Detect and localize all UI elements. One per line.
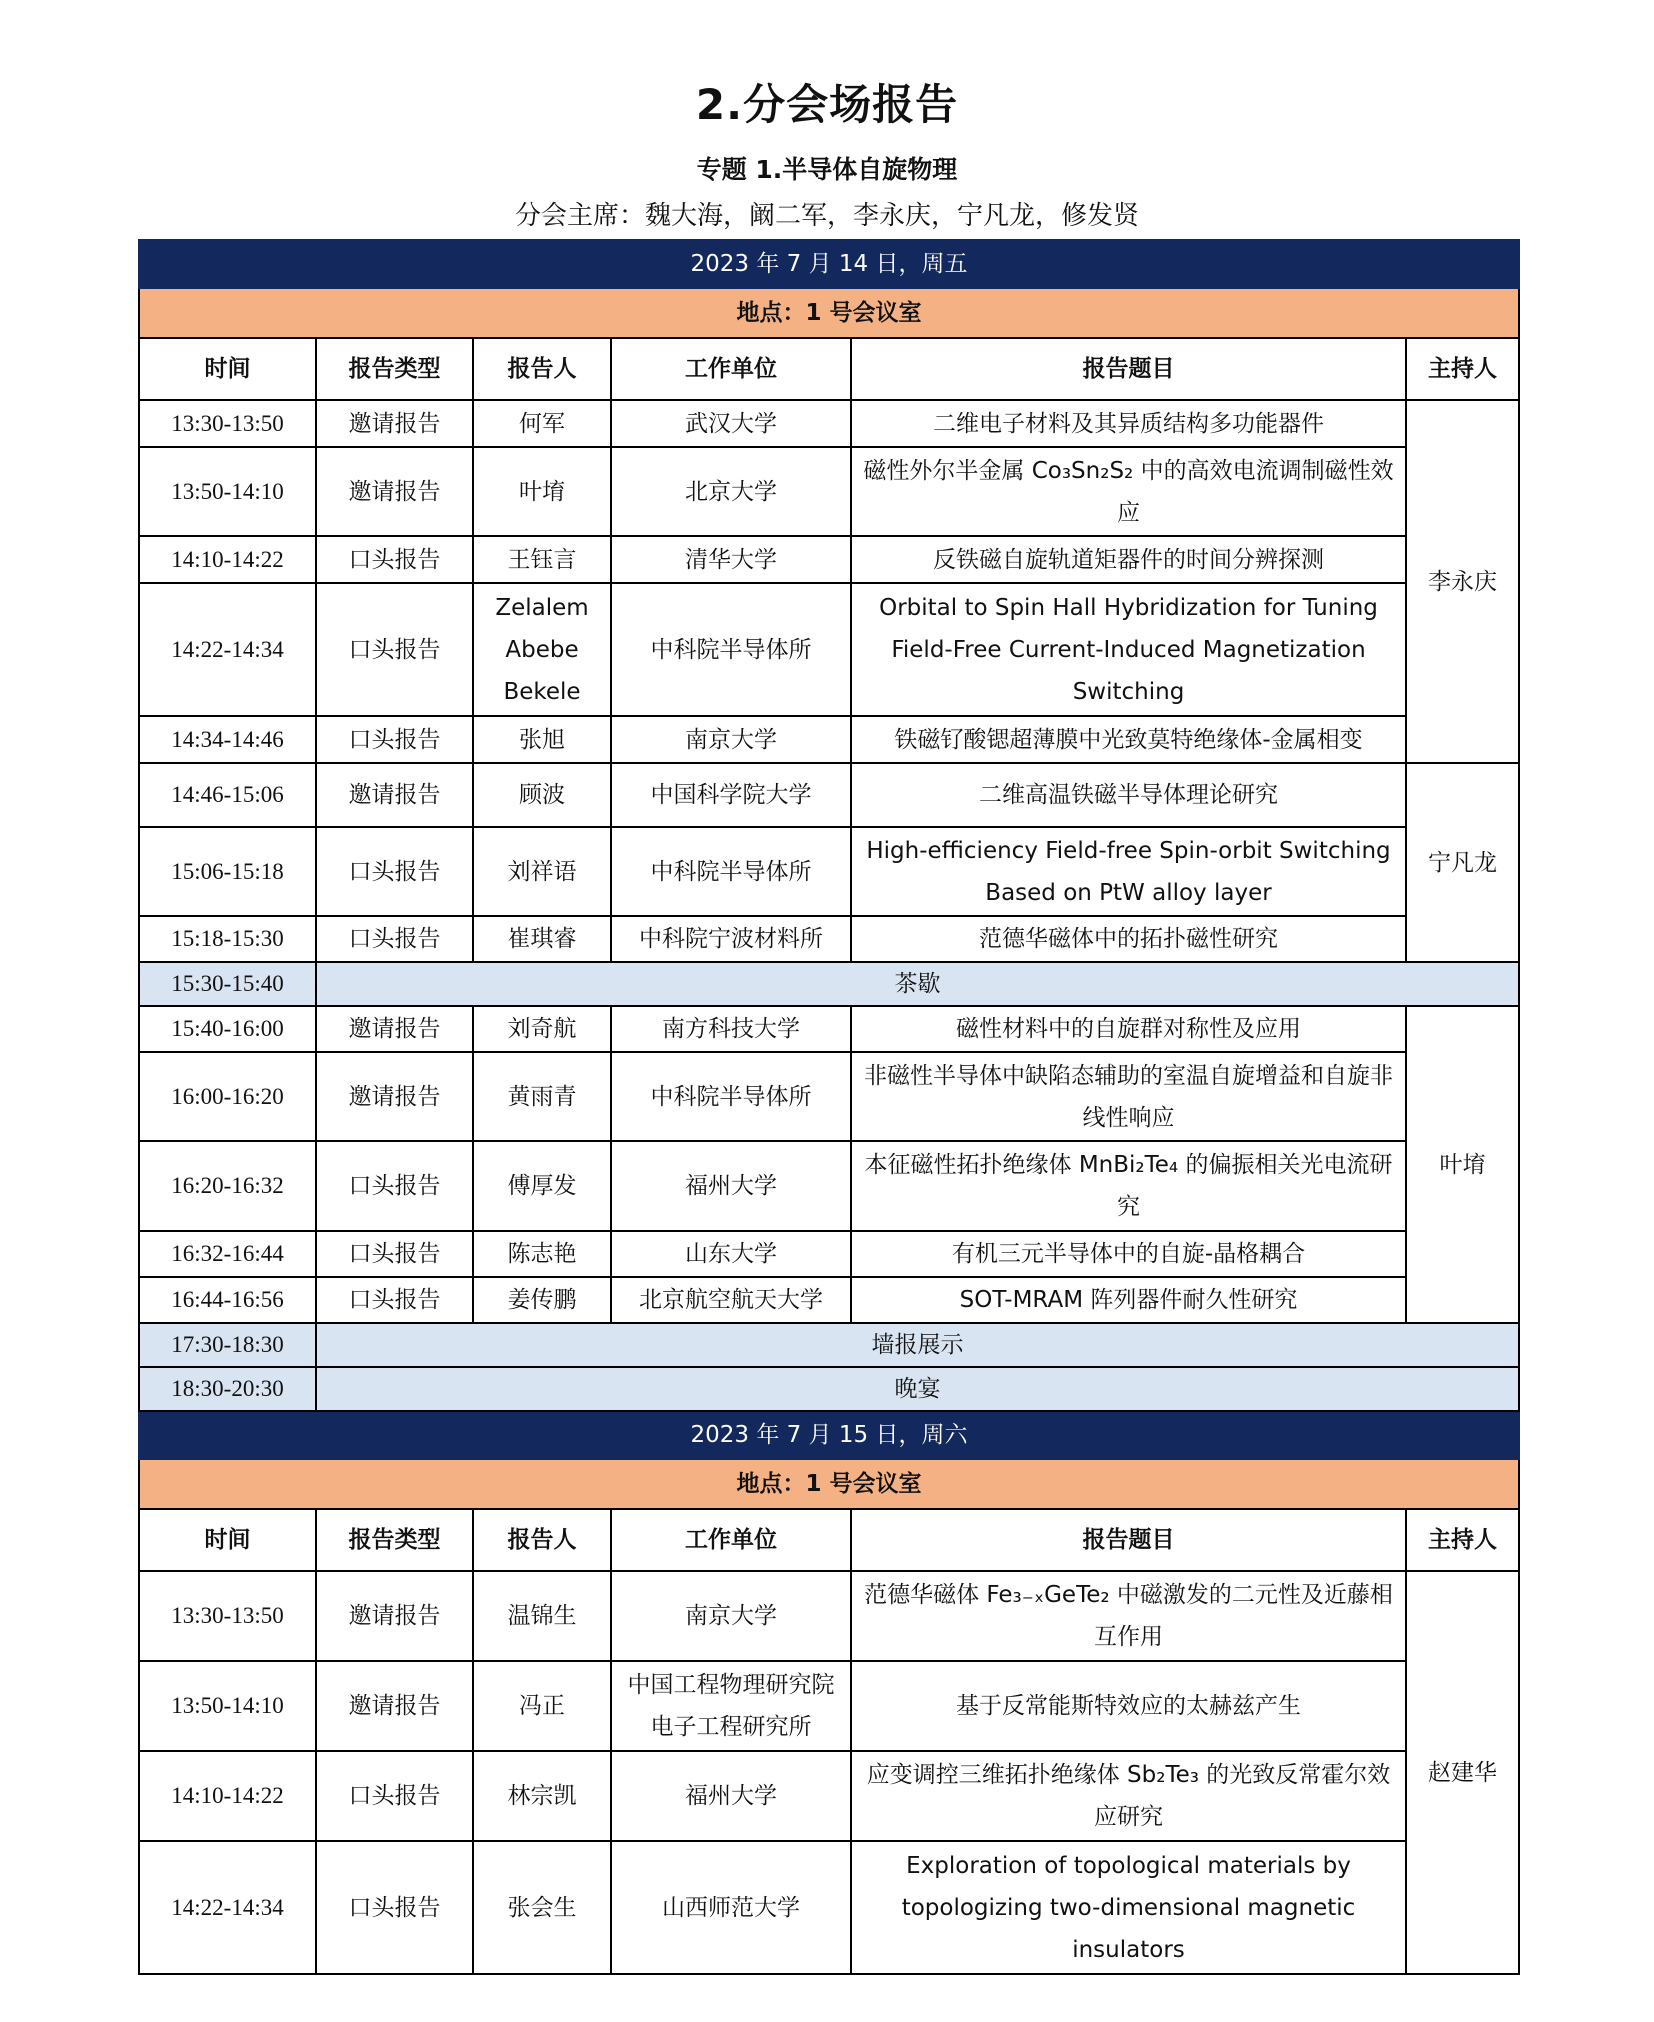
header-topic: 报告题目 <box>851 1509 1406 1571</box>
speaker-cell: 林宗凯 <box>473 1751 611 1841</box>
type-cell: 口头报告 <box>316 1841 473 1974</box>
time-cell: 16:44-16:56 <box>139 1277 316 1323</box>
break-time: 17:30-18:30 <box>139 1323 316 1367</box>
table-row <box>139 916 1519 962</box>
time-cell: 14:22-14:34 <box>139 1841 316 1974</box>
header-host: 主持人 <box>1406 1509 1519 1571</box>
speaker-cell: Zelalem Abebe Bekele <box>473 583 611 716</box>
time-cell: 15:40-16:00 <box>139 1006 316 1052</box>
page-title: 2.分会场报告 <box>695 80 959 129</box>
topic-cell: 磁性材料中的自旋群对称性及应用 <box>851 1006 1406 1052</box>
time-cell: 15:06-15:18 <box>139 827 316 916</box>
type-cell: 邀请报告 <box>316 1006 473 1052</box>
break-label: 晚宴 <box>316 1367 1519 1411</box>
break-time: 15:30-15:40 <box>139 962 316 1006</box>
host-cell: 宁凡龙 <box>1406 763 1519 962</box>
time-cell: 13:30-13:50 <box>139 1571 316 1661</box>
topic-cell: 铁磁钌酸锶超薄膜中光致莫特绝缘体-金属相变 <box>851 716 1406 763</box>
time-cell: 16:20-16:32 <box>139 1141 316 1231</box>
affiliation-cell: 山东大学 <box>611 1231 851 1277</box>
day2-date: 2023 年 7 月 15 日，周六 <box>139 1411 1519 1459</box>
break-time: 18:30-20:30 <box>139 1367 316 1411</box>
affiliation-cell: 南京大学 <box>611 1571 851 1661</box>
day1-date-row <box>139 240 1519 288</box>
table-row <box>139 1751 1519 1841</box>
speaker-cell: 黄雨青 <box>473 1052 611 1141</box>
header-host: 主持人 <box>1406 338 1519 400</box>
table-row <box>139 716 1519 763</box>
topic-cell: 应变调控三维拓扑绝缘体 Sb₂Te₃ 的光致反常霍尔效应研究 <box>851 1751 1406 1841</box>
break-row <box>139 1323 1519 1367</box>
header-affiliation: 工作单位 <box>611 1509 851 1571</box>
time-cell: 13:50-14:10 <box>139 1661 316 1751</box>
affiliation-cell: 福州大学 <box>611 1751 851 1841</box>
time-cell: 14:10-14:22 <box>139 1751 316 1841</box>
table-row <box>139 1006 1519 1052</box>
topic-cell: 二维高温铁磁半导体理论研究 <box>851 763 1406 827</box>
speaker-cell: 顾波 <box>473 763 611 827</box>
speaker-cell: 张会生 <box>473 1841 611 1974</box>
type-cell: 口头报告 <box>316 1277 473 1323</box>
topic-cell: 本征磁性拓扑绝缘体 MnBi₂Te₄ 的偏振相关光电流研究 <box>851 1141 1406 1231</box>
time-cell: 16:00-16:20 <box>139 1052 316 1141</box>
day1-location: 地点：1 号会议室 <box>139 288 1519 338</box>
topic-cell: 非磁性半导体中缺陷态辅助的室温自旋增益和自旋非线性响应 <box>851 1052 1406 1141</box>
time-cell: 14:46-15:06 <box>139 763 316 827</box>
topic-cell: 基于反常能斯特效应的太赫兹产生 <box>851 1661 1406 1751</box>
speaker-cell: 傅厚发 <box>473 1141 611 1231</box>
schedule-table <box>138 239 1520 1975</box>
type-cell: 口头报告 <box>316 716 473 763</box>
affiliation-cell: 清华大学 <box>611 536 851 583</box>
day1-location-row <box>139 288 1519 338</box>
type-cell: 口头报告 <box>316 583 473 716</box>
time-cell: 14:34-14:46 <box>139 716 316 763</box>
speaker-cell: 陈志艳 <box>473 1231 611 1277</box>
session-chairs: 分会主席：魏大海，阚二军，李永庆，宁凡龙，修发贤 <box>514 201 1139 231</box>
header-type: 报告类型 <box>316 338 473 400</box>
day2-location: 地点：1 号会议室 <box>139 1459 1519 1509</box>
affiliation-cell: 中科院半导体所 <box>611 827 851 916</box>
day2-header-row <box>139 1509 1519 1571</box>
affiliation-cell: 中国工程物理研究院电子工程研究所 <box>611 1661 851 1751</box>
day1-date: 2023 年 7 月 14 日，周五 <box>139 240 1519 288</box>
speaker-cell: 冯正 <box>473 1661 611 1751</box>
table-row <box>139 763 1519 827</box>
type-cell: 邀请报告 <box>316 447 473 536</box>
topic-cell: 范德华磁体 Fe₃₋ₓGeTe₂ 中磁激发的二元性及近藤相互作用 <box>851 1571 1406 1661</box>
type-cell: 口头报告 <box>316 827 473 916</box>
affiliation-cell: 中科院宁波材料所 <box>611 916 851 962</box>
topic-cell: 二维电子材料及其异质结构多功能器件 <box>851 400 1406 447</box>
type-cell: 口头报告 <box>316 1141 473 1231</box>
type-cell: 邀请报告 <box>316 400 473 447</box>
topic-cell: SOT-MRAM 阵列器件耐久性研究 <box>851 1277 1406 1323</box>
affiliation-cell: 福州大学 <box>611 1141 851 1231</box>
break-label: 茶歇 <box>316 962 1519 1006</box>
speaker-cell: 崔琪睿 <box>473 916 611 962</box>
host-cell: 叶堉 <box>1406 1006 1519 1323</box>
day2-date-row <box>139 1411 1519 1459</box>
affiliation-cell: 南京大学 <box>611 716 851 763</box>
table-row <box>139 1231 1519 1277</box>
speaker-cell: 叶堉 <box>473 447 611 536</box>
topic-cell: High-efficiency Field-free Spin-orbit Switching Based on PtW alloy layer <box>851 827 1406 916</box>
type-cell: 邀请报告 <box>316 1571 473 1661</box>
table-row <box>139 1052 1519 1141</box>
table-row <box>139 827 1519 916</box>
host-cell: 赵建华 <box>1406 1571 1519 1974</box>
speaker-cell: 何军 <box>473 400 611 447</box>
topic-cell: 磁性外尔半金属 Co₃Sn₂S₂ 中的高效电流调制磁性效应 <box>851 447 1406 536</box>
affiliation-cell: 中国科学院大学 <box>611 763 851 827</box>
time-cell: 16:32-16:44 <box>139 1231 316 1277</box>
topic-cell: Exploration of topological materials by topologizing two-dimensional magnetic insulators <box>851 1841 1406 1974</box>
header-topic: 报告题目 <box>851 338 1406 400</box>
header-time: 时间 <box>139 338 316 400</box>
time-cell: 14:22-14:34 <box>139 583 316 716</box>
table-row <box>139 1661 1519 1751</box>
table-row <box>139 536 1519 583</box>
header-speaker: 报告人 <box>473 1509 611 1571</box>
affiliation-cell: 山西师范大学 <box>611 1841 851 1974</box>
speaker-cell: 温锦生 <box>473 1571 611 1661</box>
topic-cell: 范德华磁体中的拓扑磁性研究 <box>851 916 1406 962</box>
time-cell: 15:18-15:30 <box>139 916 316 962</box>
type-cell: 口头报告 <box>316 536 473 583</box>
speaker-cell: 刘奇航 <box>473 1006 611 1052</box>
speaker-cell: 王钰言 <box>473 536 611 583</box>
type-cell: 邀请报告 <box>316 1661 473 1751</box>
topic-cell: 有机三元半导体中的自旋-晶格耦合 <box>851 1231 1406 1277</box>
header-speaker: 报告人 <box>473 338 611 400</box>
affiliation-cell: 武汉大学 <box>611 400 851 447</box>
topic-title: 专题 1.半导体自旋物理 <box>696 155 958 184</box>
table-row <box>139 400 1519 447</box>
topic-cell: Orbital to Spin Hall Hybridization for Tuning Field-Free Current-Induced Magnetization Switching <box>851 583 1406 716</box>
type-cell: 口头报告 <box>316 1751 473 1841</box>
table-row <box>139 1277 1519 1323</box>
type-cell: 邀请报告 <box>316 763 473 827</box>
affiliation-cell: 中科院半导体所 <box>611 1052 851 1141</box>
time-cell: 13:30-13:50 <box>139 400 316 447</box>
header-time: 时间 <box>139 1509 316 1571</box>
table-row <box>139 1141 1519 1231</box>
speaker-cell: 姜传鹏 <box>473 1277 611 1323</box>
type-cell: 邀请报告 <box>316 1052 473 1141</box>
day2-location-row <box>139 1459 1519 1509</box>
type-cell: 口头报告 <box>316 916 473 962</box>
break-row <box>139 962 1519 1006</box>
table-row <box>139 1571 1519 1661</box>
time-cell: 13:50-14:10 <box>139 447 316 536</box>
host-cell: 李永庆 <box>1406 400 1519 763</box>
affiliation-cell: 北京大学 <box>611 447 851 536</box>
affiliation-cell: 中科院半导体所 <box>611 583 851 716</box>
header-affiliation: 工作单位 <box>611 338 851 400</box>
table-row <box>139 583 1519 716</box>
table-row <box>139 1841 1519 1974</box>
header-type: 报告类型 <box>316 1509 473 1571</box>
table-row <box>139 447 1519 536</box>
affiliation-cell: 南方科技大学 <box>611 1006 851 1052</box>
break-row <box>139 1367 1519 1411</box>
speaker-cell: 张旭 <box>473 716 611 763</box>
break-label: 墙报展示 <box>316 1323 1519 1367</box>
time-cell: 14:10-14:22 <box>139 536 316 583</box>
speaker-cell: 刘祥语 <box>473 827 611 916</box>
day1-header-row <box>139 338 1519 400</box>
topic-cell: 反铁磁自旋轨道矩器件的时间分辨探测 <box>851 536 1406 583</box>
affiliation-cell: 北京航空航天大学 <box>611 1277 851 1323</box>
type-cell: 口头报告 <box>316 1231 473 1277</box>
